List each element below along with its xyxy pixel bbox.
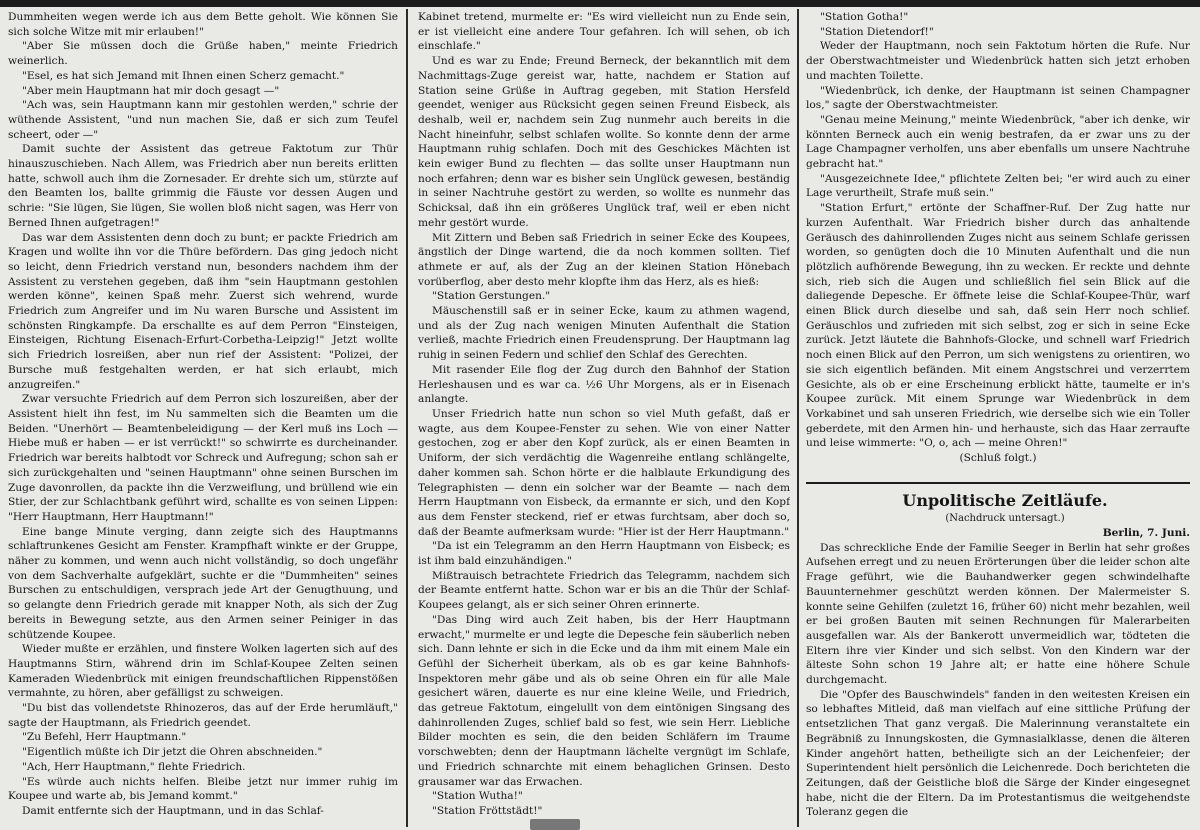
paragraph: "Das Ding wird auch Zeit haben, bis der Herr Hauptmann erwacht," murmelte er und legte die Depesche fein säuberlich neben sich. Dann lehnte er sich in die Ecke und da ihm mit einem Male ein Gefühl der Sicherheit überkam, als ob es gar keine Bahnhofs-Inspektoren mehr gäbe und als ob seine Ohren ein für alle Male gesichert wären, dauerte es nur eine kleine Weile, und Friedrich, das getreue Faktotum, eingelullt von dem eintönigen Singsang des dahinrollenden Zuges, schlief bald so fest, wie sein Herr. Liebliche Bilder mochten es sein, die den beiden Schläfern im Traume vorschwebten; denn der Hauptmann lächelte vergnügt im Schlafe, und Friedrich schnarchte mit einem behaglichen Grinsen. Desto grausamer war das Erwachen. — [418, 613, 790, 788]
paragraph: Mit Zittern und Beben saß Friedrich in seiner Ecke des Koupees, ängstlich der Dinge wartend, die da noch kommen sollten. Tief athmete er auf, als der Zug an der kleinen Station Hönebach vorüberflog, aber desto mehr klopfte ihm das Herz, als es hieß: — [418, 231, 790, 288]
paragraph: Mißtrauisch betrachtete Friedrich das Telegramm, nachdem sich der Beamte entfernt hatte. Schon war er bis an die Thür der Schlaf-Koupees gelangt, als er sich seiner Ohren erinnerte. — [418, 569, 790, 612]
paragraph: Und es war zu Ende; Freund Berneck, der bekanntlich mit dem Nachmittags-Zuge gereist war, hatte, nachdem er Station auf Station seine Grüße in Auftrag gegeben, mit Station Hersfeld geendet, weniger aus Rücksicht gegen seinen Freund Eisbeck, als deshalb, weil er, nachdem sein Zug nunmehr auch bereits in die Nacht hineinfuhr, selbst schlafen wollte. So konnte denn der arme Hauptmann ruhig schlafen. Doch mit des Geschickes Mächten ist kein ewiger Bund zu flechten — das sollte unser Hauptmann nun noch erfahren; denn war es bisher sein Unglück gewesen, beständig in seiner Nachtruhe gestört zu werden, so wollte es nunmehr das Schicksal, daß ihn ein größeres Unglück traf, weil er eben nicht mehr gestört wurde. — [418, 55, 790, 229]
paragraph: "Station Wutha!" — [432, 790, 523, 803]
paragraph: Damit suchte der Assistent das getreue Faktotum zur Thür hinauszuschieben. Nach Allem, was Friedrich aber nun bereits erlitten hatte, schwoll auch ihm die Zornesader. Er drehte sich um, stürzte auf den Beamten los, ballte grimmig die Fäuste vor dessen Augen und schrie: "Sie lügen, Sie lügen, Sie wollen bloß nicht sagen, was Herr von Berned Ihnen aufgetragen!" — [8, 143, 398, 229]
paragraph: Damit entfernte sich der Hauptmann, und in das Schlaf- — [22, 804, 324, 817]
paragraph: Das schreckliche Ende der Familie Seeger in Berlin hat sehr großes Aufsehen erregt und zu neuen Erörterungen über die leider schon alte Frage geführt, wie die Bauhandwerker gegen schwindelhafte Bauunternehmer geschützt werden können. Der Malermeister S. konnte seine Gehilfen (zuletzt 16, früher 60) nicht mehr bezahlen, weil er bei großen Bauten mit seinen Rechnungen für Malerarbeiten ausgefallen war. Als der Bankerott unvermeidlich war, tödteten die Eltern ihre vier Kinder und sich selbst. Von den Kindern war der älteste Sohn schon 19 Jahre alt; er hatte eine höhere Schule durchgemacht. — [806, 541, 1190, 687]
paragraph: "Station Fröttstädt!" — [432, 804, 543, 817]
paragraph: "Zu Befehl, Herr Hauptmann." — [22, 731, 187, 744]
paragraph: Mit rasender Eile flog der Zug durch den Bahnhof der Station Herleshausen und es war ca. ½6 Uhr Morgens, als er in Eisenach anlangte. — [418, 363, 790, 406]
column-middle — [418, 10, 790, 819]
paragraph: "Wiedenbrück, ich denke, der Hauptmann ist seinen Champagner los," sagte der Oberstwachtmeister. — [806, 84, 1190, 112]
paragraph: Unser Friedrich hatte nun schon so viel Muth gefaßt, daß er wagte, aus dem Koupee-Fenster zu sehen. Wie von einer Natter gestochen, zog er aber den Kopf zurück, als er einen Beamten in Uniform, der sich verdächtig die Wagenreihe entlang schlängelte, daher kommen sah. Schon hörte er die halblaute Erkundigung des Telegraphisten — denn ein solcher war der Beamte — nach dem Herrn Hauptmann von Eisbeck, da ermannte er sich, und den Kopf aus dem Fenster steckend, rief er etwas furchtsam, aber doch so, daß der Beamte aufmerksam wurde: "Hier ist der Herr Hauptmann." — [418, 407, 790, 538]
paragraph: Wieder mußte er erzählen, und finstere Wolken lagerten sich auf des Hauptmanns Stirn, während drin im Schlaf-Koupee Zelten seinen Kameraden Wiedenbrück mit einigen freundschaftlichen Rippenstößen vermahnte, zu hören, aber gefälligst zu schweigen. — [8, 643, 398, 700]
column-left — [8, 10, 398, 819]
paragraph: "Station Gerstungen." — [432, 290, 551, 303]
paragraph: "Ausgezeichnete Idee," pflichtete Zelten bei; "er wird auch zu einer Lage verurtheilt, Strafe muß sein." — [806, 172, 1190, 200]
paragraph: Das war dem Assistenten denn doch zu bunt; er packte Friedrich am Kragen und wollte ihn vor die Thüre befördern. Das ging jedoch nicht so leicht, denn Friedrich verstand nun, besonders nachdem ihm der Assistent zu verstehen gegeben, daß ihm "sein Hauptmann gestohlen werden könne", keinen Spaß mehr. Zuerst sich wehrend, wurde Friedrich zum Angreifer und im Nu waren Bursche und Assistent im schönsten Ringkampfe. Da erschallte es auf dem Perron "Einsteigen, Einsteigen, Richtung Eisenach-Erfurt-Corbetha-Leipzig!" Jetzt wollte sich Friedrich losreißen, aber nun rief der Assistent: "Polizei, der Bursche muß festgehalten werden, er hat sich erlaubt, mich anzugreifen." — [8, 231, 398, 391]
section-subheading: (Nachdruck untersagt.) — [945, 513, 1065, 524]
paragraph: Zwar versuchte Friedrich auf dem Perron sich loszureißen, aber der Assistent hielt ihn fest, im Nu sammelten sich die Beamten um die Beiden. "Unerhört — Beamtenbeleidigung — der Kerl muß ins Loch — Hiebe muß er haben — er ist verrückt!" so schwirrte es durcheinander. Friedrich war bereits halbtodt vor Schreck und Aufregung; schon sah er sich zurückgehalten und "seinen Hauptmann" ohne seinen Burschen im Zuge davonrollen, da packte ihn die Verzweiflung, und brüllend wie ein Stier, der zur Schlachtbank geführt wird, schallte es von seinen Lippen: "Herr Hauptmann, Herr Hauptmann!" — [8, 393, 398, 523]
column-right-top — [806, 10, 1190, 480]
paragraph: Die "Opfer des Bauschwindels" fanden in den weitesten Kreisen ein so lebhaftes Mitleid, daß man vielfach auf eine sittliche Prüfung der entsetzlichen That ganz vergaß. Die Malerinnung veranstaltete ein Begräbniß zu Innungskosten, die Gymnasialklasse, denen die älteren Kinder angehört hatten, betheiligte sich an der Leichenfeier; der Superintendent hielt persönlich die Leichenrede. Doch berichteten die Zeitungen, daß der Geistliche bloß die Särge der Kinder eingesegnet habe, nicht die der Eltern. Da im Protestantismus die weitgehendste Toleranz gegen die — [806, 688, 1190, 819]
paragraph: "Aber Sie müssen doch die Grüße haben," meinte Friedrich weinerlich. — [8, 40, 398, 68]
page-top-border — [0, 0, 1200, 7]
paragraph: Weder der Hauptmann, noch sein Faktotum hörten die Rufe. Nur der Oberstwachtmeister und Wiedenbrück hatten sich jetzt erhoben und machten Toilette. — [806, 40, 1190, 82]
paragraph: "Eigentlich müßte ich Dir jetzt die Ohren abschneiden." — [22, 746, 323, 759]
paragraph: "Ach, Herr Hauptmann," flehte Friedrich. — [22, 760, 246, 773]
paragraph: "Station Gotha!" — [820, 11, 909, 23]
paragraph: "Aber mein Hauptmann hat mir doch gesagt —" — [22, 84, 280, 97]
paragraph: "Genau meine Meinung," meinte Wiedenbrück, "aber ich denke, wir könnten Berneck auch ein wenig bestrafen, da er zwar uns zu der Lage Champagner verholfen, uns aber ebenfalls um unsere Nachtruhe gebracht hat." — [806, 113, 1190, 171]
paragraph: Mäuschenstill saß er in seiner Ecke, kaum zu athmen wagend, und als der Zug nach wenigen Minuten Aufenthalt die Station verließ, machte Friedrich einen Freudensprung. Der Hauptmann lag ruhig in seinen Federn und schlief den Schlaf des Gerechten. — [418, 305, 790, 362]
paragraph: "Du bist das vollendetste Rhinozeros, das auf der Erde herumläuft," sagte der Hauptmann, als Friedrich geendet. — [8, 702, 398, 729]
section-separator — [806, 482, 1190, 484]
paragraph: "Ach was, sein Hauptmann kann mir gestohlen werden," schrie der wüthende Assistent, "und nun machen Sie, daß er sich zum Teufel scheert, oder —" — [8, 99, 398, 141]
paragraph: "Es würde auch nichts helfen. Bleibe jetzt nur immer ruhig im Koupee und warte ab, bis Jemand kommt." — [8, 775, 398, 803]
column-divider — [406, 9, 408, 827]
column-divider — [797, 9, 799, 827]
paragraph: "Da ist ein Telegramm an den Herrn Hauptmann von Eisbeck; es ist ihm bald einzuhändigen." — [418, 540, 790, 568]
column-right-section — [806, 490, 1190, 820]
paragraph: "Station Erfurt," ertönte der Schaffner-Ruf. Der Zug hatte nur kurzen Aufenthalt. War Friedrich bisher durch das anhaltende Geräusch des dahinrollenden Zuges nicht aus seinem Schlafe gerissen worden, so genügten doch die 10 Minuten Aufenthalt und die nun plötzlich aufhörende Bewegung, ihn zu wecken. Er reckte und dehnte sich, rieb sich die Augen und schließlich fiel sein Blick auf die daliegende Depesche. Er öffnete leise die Schlaf-Koupee-Thür, warf einen Blick durch dieselbe und sah, daß sein Herr noch schlief. Geräuschlos und zufrieden mit sich selbst, zog er sich in seine Ecke zurück. Jetzt läutete die Bahnhofs-Glocke, und schnell warf Friedrich noch einen Blick auf den Perron, um sich wenigstens zu orientiren, wo sie sich eigentlich befänden. Mit einem Angstschrei und verzerrtem Gesichte, als ob er eine Erscheinung erblickt hätte, taumelte er in's Koupee zurück. Mit einem Sprunge war Wiedenbrück in dem Vorkabinet und sah unseren Friedrich, wie derselbe sich wie ein Toller geberdete, mit den Armen hin- und herhauste, sich das Haar zerraufte und leise wimmerte: "O, o, ach — meine Ohren!" — [806, 202, 1190, 450]
paragraph: Eine bange Minute verging, dann zeigte sich des Hauptmanns schlaftrunkenes Gesicht am Fenster. Krampfhaft winkte er der Gruppe, näher zu kommen, und wenn auch nicht vollständig, so doch ungefähr von dem Sachverhalte aufgeklärt, suchte er die "Dummheiten" seines Burschen zu entschuldigen, versprach jede Art der Genugthuung, und so gelangte denn Friedrich gerade mit knapper Noth, als sich der Zug bereits in Bewegung setzte, aus den Armen seiner Peiniger in das schützende Koupee. — [8, 525, 398, 641]
section-heading: Unpolitische Zeitläufe. — [902, 491, 1108, 510]
paragraph: Kabinet tretend, murmelte er: "Es wird vielleicht nun zu Ende sein, er ist vielleicht eine andere Tour gefahren. Ich will sehen, ob ich einschlafe." — [418, 11, 790, 53]
dateline: Berlin, 7. Juni. — [1102, 527, 1190, 539]
paragraph: "Esel, es hat sich Jemand mit Ihnen einen Scherz gemacht." — [22, 69, 345, 82]
scan-smudge — [530, 819, 580, 830]
continuation-note: (Schluß folgt.) — [959, 452, 1037, 465]
paragraph: Dummheiten wegen werde ich aus dem Bette geholt. Wie können Sie sich solche Witze mit mir erlauben!" — [8, 11, 398, 38]
paragraph: "Station Dietendorf!" — [820, 25, 934, 38]
